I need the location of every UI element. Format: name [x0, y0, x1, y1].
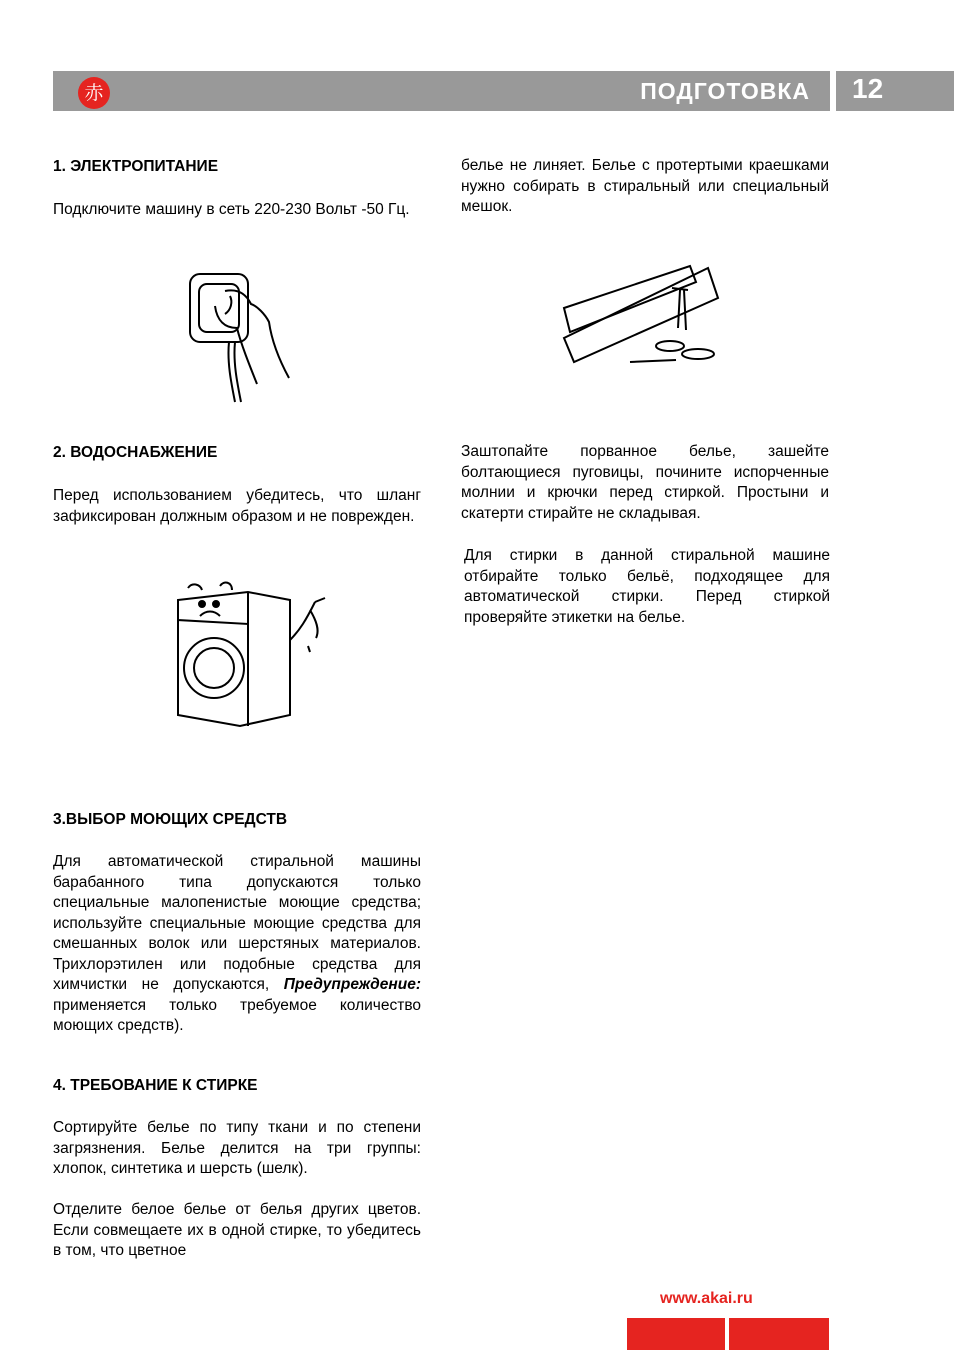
section-text-washing-1: Сортируйте белье по типу ткани и по степени загрязнения. Белье делится на три группы: хлопок, синтетика и шерсть (шелк).	[53, 1119, 421, 1177]
section-heading-washing: 4. ТРЕБОВАНИЕ К СТИРКЕ	[53, 1077, 258, 1094]
laundry-bag-illustration	[560, 258, 730, 368]
footer-bar-left	[627, 1318, 725, 1350]
right-text-1: белье не линяет. Белье с протертыми краешками нужно собирать в стиральный или специальный мешок.	[461, 157, 829, 215]
right-text-2: Заштопайте порванное белье, зашейте болтающиеся пуговицы, почините испорченные молнии и крючки перед стиркой. Простыни и скатерти стирайте не складывая.	[461, 443, 829, 522]
section-heading-power: 1. ЭЛЕКТРОПИТАНИЕ	[53, 158, 219, 175]
page-number: 12	[852, 73, 884, 104]
right-text-3: Для стирки в данной стиральной машине отбирайте только бельё, подходящее для автоматической стирки. Перед стиркой проверяйте этикетки на белье.	[464, 547, 830, 626]
footer-bar-right	[729, 1318, 829, 1350]
page-title: ПОДГОТОВКА	[640, 78, 810, 104]
section-heading-detergent: 3.ВЫБОР МОЮЩИХ СРЕДСТВ	[53, 811, 288, 828]
section-text-power: Подключите машину в сеть 220-230 Вольт -50 Гц.	[53, 201, 410, 218]
section-text-washing-2: Отделите белое белье от белья других цветов. Если совмещаете их в одной стирке, то убедитесь в том, что цветное	[53, 1201, 421, 1259]
detergent-text: Для автоматической стиральной машины барабанного типа допускаются только специальные малопенистые моющие средства; используйте специальные моющие средства для смешанных волок или шерстяных материалов. Трихлорэтилен или подобные средства для химчистки не допускаются,	[53, 853, 421, 993]
plug-socket-illustration	[185, 266, 305, 406]
section-text-detergent	[53, 852, 421, 1037]
section-text-water: Перед использованием убедитесь, что шланг зафиксирован должным образом и не поврежден.	[53, 487, 421, 525]
washing-machine-illustration	[170, 580, 340, 730]
website-url[interactable]: www.akai.ru	[660, 1290, 753, 1307]
warning-label: Предупреждение:	[283, 976, 421, 993]
section-heading-water: 2. ВОДОСНАБЖЕНИЕ	[53, 444, 218, 461]
brand-logo: 赤	[78, 77, 110, 109]
warning-text: применяется только требуемое количество моющих средств).	[53, 996, 421, 1034]
